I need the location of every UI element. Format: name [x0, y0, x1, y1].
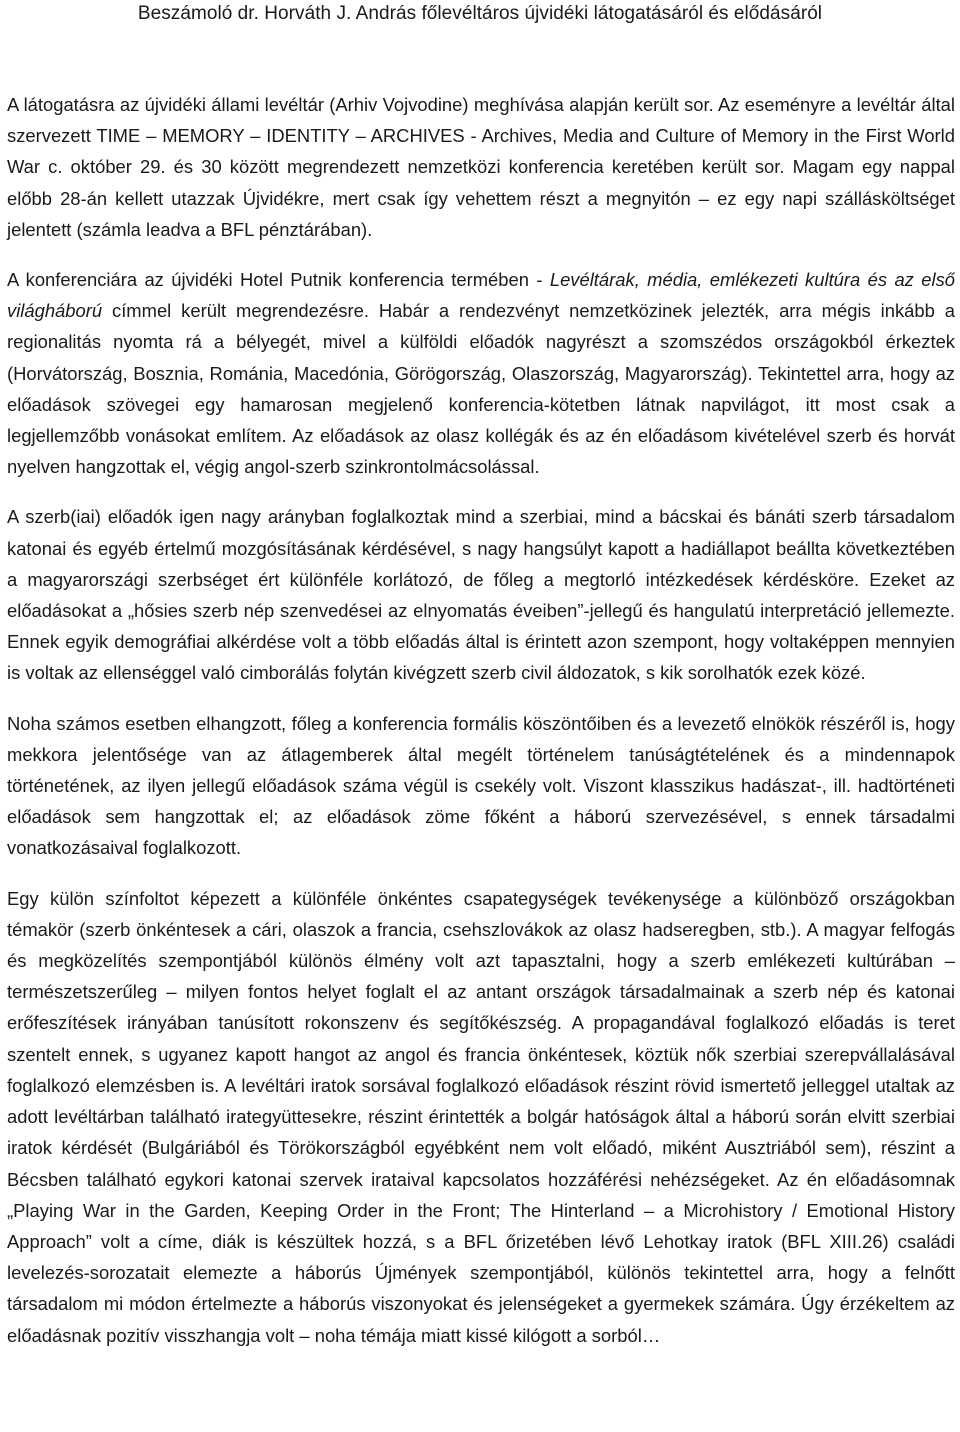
paragraph-text: Egy külön színfoltot képezett a különféle önkéntes csapategységek tevékenysége a különböző országokban témakör (szerb önkéntesek a cári, olaszok a francia, csehszlovákok az olasz hadseregben, stb.). A magyar felfogás és megközelítés szempontjából különös élmény volt azt tapasztalni, hogy a szerb emlékezeti kultúrában – természetszerűleg – milyen fontos helyet foglalt el az antant országok társadalmainak a szerb nép és katonai erőfeszítések irányában tanúsított rokonszenv és segítőkészség. A propagandával foglalkozó előadás is teret szentelt ennek, s ugyanez kapott hangot az angol és francia önkéntesek, köztük nők szerbiai szerepvállalásával foglalkozó elemzésben is. A levéltári iratok sorsával foglalkozó előadások részint rövid ismertető jelleggel utaltak az adott levéltárban található irategyüttesekre, részint érintették a bolgár hatóságok által a háború során elvitt szerbiai iratok kérdését (Bulgáriából és Törökországból egyébként nem volt előadó, miként Ausztriából sem), részint a Bécsben található egykori katonai szervek irataival kapcsolatos hozzáférési nehézségeket. Az én előadásomnak „Playing War in the Garden, Keeping Order in the Front; The Hinterland – a Microhistory / Emotional History Approach” volt a címe, diák is készültek hozzá, s a BFL őrizetében lévő Lehotkay iratok (BFL XIII.26) családi levelezés-sorozatait elemezte a háborús Újmények szempontjából, különös tekintettel arra, hogy a felnőtt társadalom mi módon értelmezte a háborús viszonyokat és jelenségeket a gyermekek számára. Úgy érzékeltem az előadásnak pozitív visszhangja volt – noha témája miatt kissé kilógott a sorból…: [7, 887, 955, 1346]
paragraph-text: A szerb(iai) előadók igen nagy arányban foglalkoztak mind a szerbiai, mind a bácskai és bánáti szerb társadalom katonai és egyéb értelmű mozgósításának kérdésével, s nagy hangsúlyt kapott a hadiállapot beállta következtében a magyarországi szerbséget ért különféle korlátozó, de főleg a megtorló intézkedések kérdésköre. Ezeket az előadásokat a „hősies szerb nép szenvedései az elnyomatás éveiben”-jellegű és hangulatú interpretáció jellemezte. Ennek egyik demográfiai alkérdése volt a több előadás által is érintett azon szempont, hogy voltaképpen mennyien is voltak az ellenséggel való cimborálás folytán kivégzett szerb civil áldozatok, s kik sorolhatók ezek közé.: [7, 506, 955, 684]
paragraph-text: címmel került megrendezésre. Habár a rendezvényt nemzetközinek jelezték, arra mégis inkább a regionalitás nyomta rá a bélyegét, mivel a külföldi előadók nagyrészt a szomszédos országokból érkeztek (Horvátország, Bosznia, Románia, Macedónia, Görögország, Olaszország, Magyarország). Tekintettel arra, hogy az előadások szövegei egy hamarosan megjelenő konferencia-kötetben látnak napvilágot, itt most csak a legjellemzőbb vonásokat említem. Az előadások az olasz kollégák és az én előadásom kivételével szerb és horvát nyelven hangzottak el, végig angol-szerb szinkrontolmácsolással.: [7, 300, 955, 478]
document-body: [7, 89, 955, 1370]
paragraph-1: [7, 89, 955, 245]
paragraph-3: [7, 501, 955, 688]
paragraph-2: [7, 264, 955, 482]
page-header: [0, 0, 960, 27]
paragraph-text: A látogatásra az újvidéki állami levéltár (Arhiv Vojvodine) meghívása alapján került sor. Az eseményre a levéltár által szervezett TIME – MEMORY – IDENTITY – ARCHIVES - Archives, Media and Culture of Memory in the First World War c. október 29. és 30 között megrendezett nemzetközi konferencia keretében került sor. Magam egy nappal előbb 28-án kellett utazzak Újvidékre, mert csak így vehettem részt a megnyitón – ez egy napi szállásköltséget jelentett (számla leadva a BFL pénztárában).: [7, 94, 955, 240]
paragraph-text: Noha számos esetben elhangzott, főleg a konferencia formális köszöntőiben és a levezető elnökök részéről is, hogy mekkora jelentősége van az átlagemberek által megélt történelem tanúságtételének és a mindennapok történetének, az ilyen jellegű előadások száma végül is csekély volt. Viszont klasszikus hadászat-, ill. hadtörténeti előadások sem hangzottak el; az előadások zöme főként a háború szervezésével, s ennek társadalmi vonatkozásaival foglalkozott.: [7, 712, 955, 859]
paragraph-4: [7, 708, 955, 864]
paragraph-5: [7, 883, 955, 1351]
page-title: Beszámoló dr. Horváth J. András főlevéltáros újvidéki látogatásáról és elődásáról: [137, 3, 823, 24]
conference-title-italic: Levéltárak, média, emlékezeti kultúra és az első világháború: [7, 269, 955, 322]
paragraph-text: A konferenciára az újvidéki Hotel Putnik konferencia termében -: [7, 269, 550, 291]
